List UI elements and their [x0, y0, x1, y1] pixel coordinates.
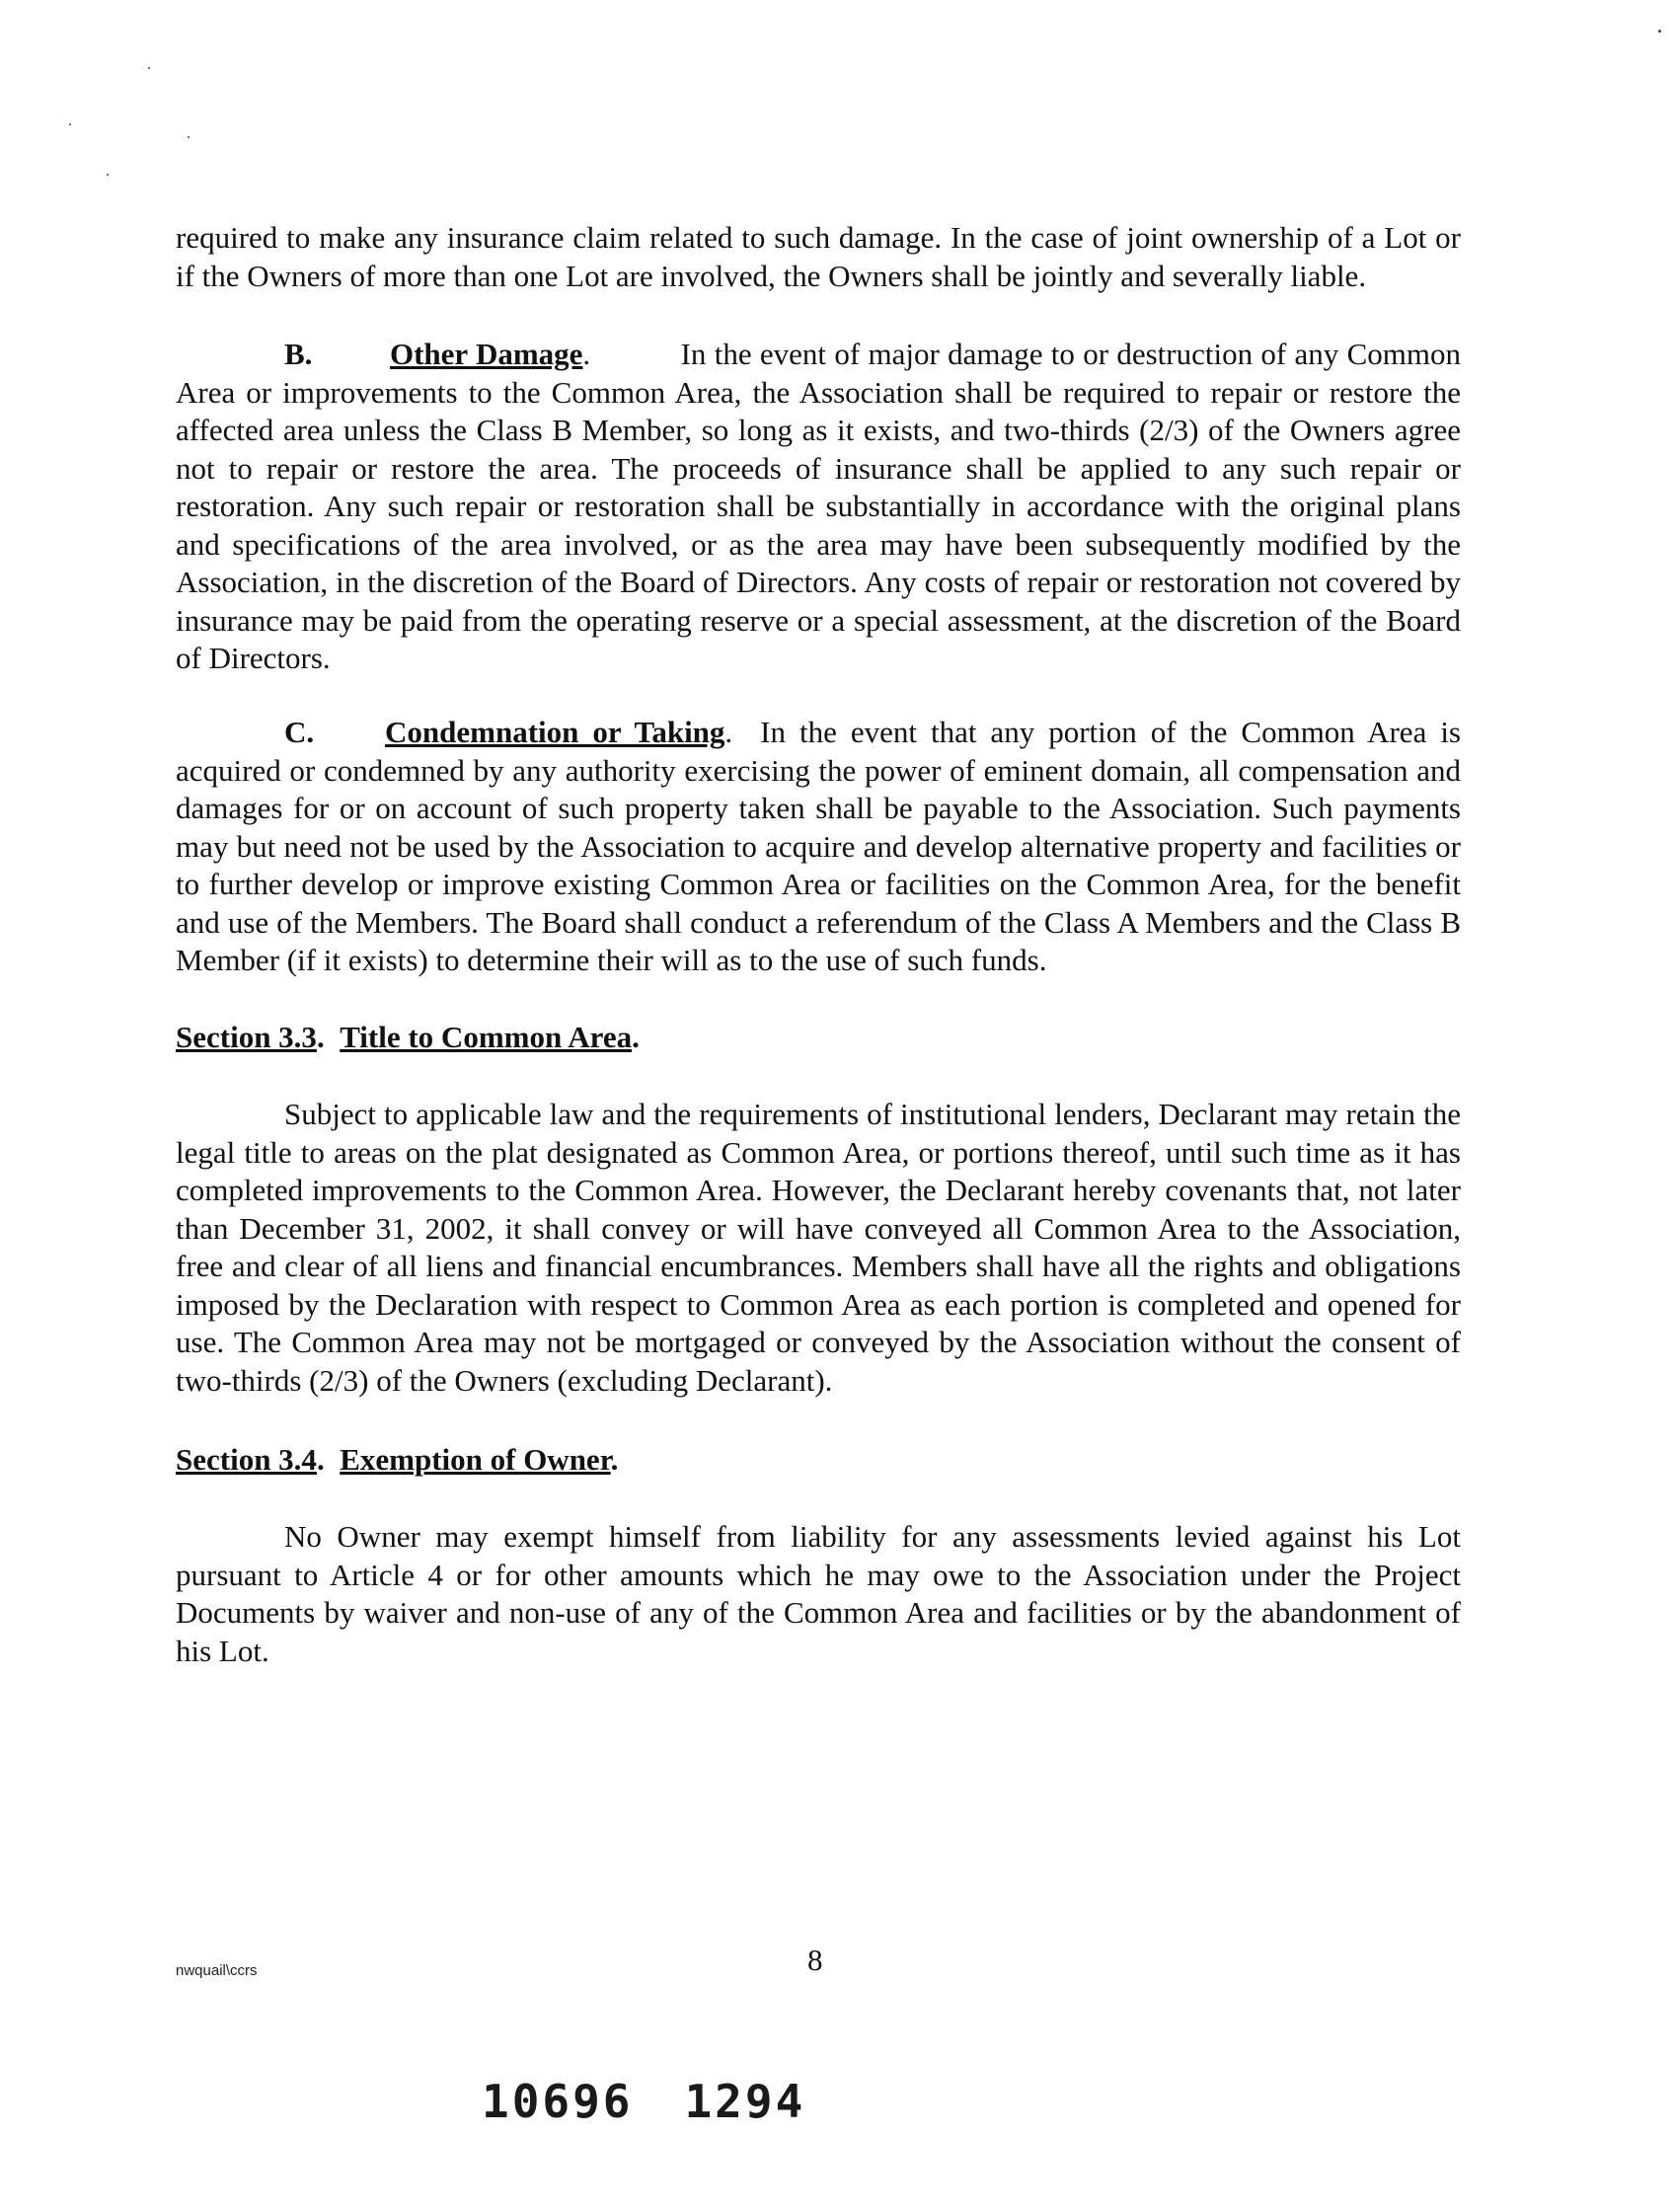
stamp-book: 10696: [482, 2075, 634, 2128]
scan-speck: [1658, 30, 1661, 33]
section-3-3-title: Title to Common Area: [340, 1020, 633, 1054]
subsection-c-paragraph: C. Condemnation or Taking. In the event that any portion of the Common Area is acquired or condemned by any authority exercising the power of eminent domain, all compensation and damages for or on account of such property taken shall be payable to the Association. Such payments may but need not be used by the Association to acquire and develop alternative property and facilities or to further develop or improve existing Common Area or facilities on the Common Area, for the benefit and use of the Members. The Board shall conduct a referendum of the Class A Members and the Class B Member (if it exists) to determine their will as to the use of such funds.: [176, 715, 1461, 977]
section-3-3-number: Section 3.3: [176, 1020, 317, 1054]
scan-speck: [188, 136, 190, 138]
subsection-b-paragraph: B. Other Damage. In the event of major damage to or destruction of any Common Area or improvements to the Common Area, the Association shall be required to repair or restore the affected area unless the Class B Member, so long as it exists, and two-thirds (2/3) of the Owners agree not to repair or restore the area. The proceeds of insurance shall be applied to any such repair or restoration. Any such repair or restoration shall be substantially in accordance with the original plans and specifications of the area involved, or as the area may have been subsequently modified by the Association, in the discretion of the Board of Directors. Any costs of repair or restoration not covered by insurance may be paid from the operating reserve or a special assessment, at the discretion of the Board of Directors.: [176, 337, 1462, 675]
recording-stamp: [482, 2075, 805, 2128]
subsection-c-label: C.: [284, 715, 315, 749]
subsection-b: [176, 336, 1461, 678]
page-number: 8: [807, 1943, 823, 1977]
section-3-3-body: [176, 1096, 1461, 1400]
section-3-4-title: Exemption of Owner: [340, 1442, 611, 1477]
paragraph-text: required to make any insurance claim related to such damage. In the case of joint ownership of a Lot or if the Owners of more than one Lot are involved, the Owners shall be jointly and severally liable.: [176, 220, 1461, 293]
scan-speck: [107, 174, 109, 176]
file-reference: nwquail\ccrs: [176, 1962, 258, 1979]
subsection-b-title: Other Damage: [390, 337, 583, 371]
scan-speck: [148, 67, 150, 69]
section-3-4-number: Section 3.4: [176, 1442, 317, 1477]
section-3-3-text: Subject to applicable law and the requirements of institutional lenders, Declarant may retain the legal title to areas on the plat designated as Common Area, or portions thereof, until such time as it has completed improvements to the Common Area. However, the Declarant hereby covenants that, not later than December 31, 2002, it shall convey or will have conveyed all Common Area to the Association, free and clear of all liens and financial encumbrances. Members shall have all the rights and obligations imposed by the Declaration with respect to Common Area as each portion is completed and opened for use. The Common Area may not be mortgaged or conveyed by the Association without the consent of two-thirds (2/3) of the Owners (excluding Declarant).: [176, 1097, 1461, 1398]
section-3-4-text: No Owner may exempt himself from liability for any assessments levied against his Lot pursuant to Article 4 or for other amounts which he may owe to the Association under the Project Documents by waiver and non-use of any of the Common Area and facilities or by the abandonment of his Lot.: [176, 1519, 1461, 1668]
subsection-c-text: In the event that any portion of the Common Area is acquired or condemned by any authority exercising the power of eminent domain, all compensation and damages for or on account of such property taken shall be payable to the Association. Such payments may but need not be used by the Association to acquire and develop alternative property and facilities or to further develop or improve existing Common Area or facilities on the Common Area, for the benefit and use of the Members. The Board shall conduct a referendum of the Class A Members and the Class B Member (if it exists) to determine their will as to the use of such funds.: [176, 715, 1461, 977]
subsection-b-label: B.: [284, 337, 313, 371]
section-3-4-heading: Section 3.4. Exemption of Owner.: [176, 1442, 619, 1477]
subsection-c-title: Condemnation or Taking: [385, 715, 725, 749]
section-3-3-heading: Section 3.3. Title to Common Area.: [176, 1020, 640, 1054]
continuation-paragraph: [176, 219, 1461, 295]
stamp-page: 1294: [684, 2075, 806, 2128]
scan-speck: [69, 123, 71, 125]
subsection-b-text: In the event of major damage to or destruction of any Common Area or improvements to the Common Area, the Association shall be required to repair or restore the affected area unless the Class B Member, so long as it exists, and two-thirds (2/3) of the Owners agree not to repair or restore the area. The proceeds of insurance shall be applied to any such repair or restoration. Any such repair or restoration shall be substantially in accordance with the original plans and specifications of the area involved, or as the area may have been subsequently modified by the Association, in the discretion of the Board of Directors. Any costs of repair or restoration not covered by insurance may be paid from the operating reserve or a special assessment, at the discretion of the Board of Directors.: [176, 337, 1462, 675]
section-3-4-body: [176, 1518, 1461, 1670]
subsection-c: [176, 714, 1461, 980]
